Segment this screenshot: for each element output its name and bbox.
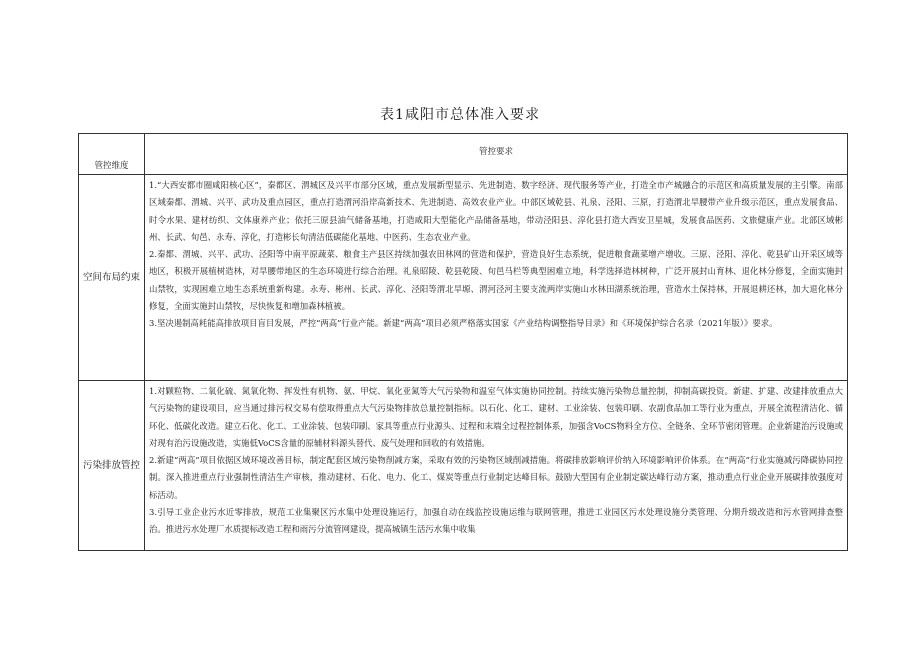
dimension-cell: 污染排放管控	[79, 381, 145, 551]
dimension-cell: 空间布局约束	[79, 175, 145, 381]
requirement-item: 2.新建“两高”项目依据区域环境改善目标，制定配套区域污染物削减方案，采取有效的污染物区域削减措施。将碳排放影响评价纳入环境影响评价体系。在“两高”行业实施减污降碳协同控制。深入推进重点行业强制性清洁生产审核，推动建材、石化、电力、化工、煤炭等重点行业制定达峰目标。鼓励大型国有企业制定碳达峰行动方案，推动重点行业企业开展碳排放强度对标活动。	[149, 455, 843, 500]
table-row	[79, 381, 848, 551]
requirements-table	[78, 133, 848, 551]
requirements-cell	[145, 175, 848, 381]
table-header-row	[79, 134, 848, 175]
header-requirements: 管控要求	[145, 134, 848, 175]
requirement-item: 1.对颗粒物、二氧化硫、氮氧化物、挥发性有机物、氨、甲烷、氧化亚氮等大气污染物和温室气体实施协同控制。持续实施污染物总量控制，抑制高碳投资。新建、扩建、改建排放重点大气污染物的建设项目，应当通过排污权交易有偿取得重点大气污染物排放总量控制指标。以石化、化工、建材、工业涂装、包装印刷、农副食品加工等行业为重点，开展全流程清洁化、循环化、低碳化改造。建立石化、化工、工业涂装、包装印刷、家具等重点行业源头、过程和末端全过程控制体系，加强含VoCS物料全方位、全链条、全环节密闭管理。企业新建治污设施或对现有治污设施改造，实施低VoCS含量的原辅材料源头替代、废气处理和回收的有效措施。	[149, 386, 843, 448]
requirement-item: 3.坚决遏制高耗能高排放项目盲目发展，严控“两高”行业产能。新建“两高”项目必须严格落实国家《产业结构调整指导目录》和《环境保护综合名录（2021年版）》要求。	[149, 318, 778, 329]
header-dimension: 管控维度	[79, 134, 145, 175]
table-row	[79, 175, 848, 381]
page-title: 表1咸阳市总体准入要求	[380, 107, 540, 123]
requirement-item: 1.“大西安都市圈咸阳核心区”，秦都区、渭城区及兴平市部分区域，重点发展新型显示、先进制造、数字经济、现代服务等产业，打造全市产城融合的示范区和高质量发展的主引擎。南部区域秦都、渭城、兴平、武功及重点园区，重点打造渭河沿岸高新技术、先进制造、高效农业产业。中部区域乾县、礼泉、泾阳、三原，打造渭北旱腰带产业升级示范区，重点发展食品、时令水果、建材纺织、文体康养产业；依托三原县油气储备基地，打造咸阳大型能化产品储备基地，带动泾阳县、淳化县打造大西安卫星城，发展食品医药、文旅健康产业。北部区域彬州、长武、旬邑、永寿、淳化，打造彬长旬清洁低碳能化基地、中医药、生态农业产业。	[149, 180, 843, 242]
requirement-item: 3.引导工业企业污水近零排放，规范工业集聚区污水集中处理设施运行，加强自动在线监控设施运维与联网管理，推进工业园区污水处理设施分类管理、分期升级改造和污水管网排查整治。推进污水处理厂水质提标改造工程和雨污分流管网建设，提高城镇生活污水集中收集	[149, 507, 843, 535]
requirement-item: 2.秦都、渭城、兴平、武功、泾阳等中南平原蔬菜、粮食主产县区持续加强农田林网的营造和保护，营造良好生态系统，促进粮食蔬菜增产增收。三原、泾阳、淳化、乾县矿山开采区域等地区，积极开展植树造林，对旱腰带地区的生态环境进行综合治理。礼泉昭陵、乾县乾陵、旬邑马栏等典型困难立地，科学选择造林树种，广泛开展封山育林、退化林分修复，全面实施封山禁牧，实现困难立地生态系统重新构建。永寿、彬州、长武、淳化、泾阳等渭北旱塬、渭河泾河主要支流两岸实施山水林田湖系统治理，营造水土保持林，开展退耕还林，加大退化林分修复，全面实施封山禁牧，尽快恢复和增加森林植被。	[149, 249, 843, 312]
requirements-cell	[145, 381, 848, 551]
